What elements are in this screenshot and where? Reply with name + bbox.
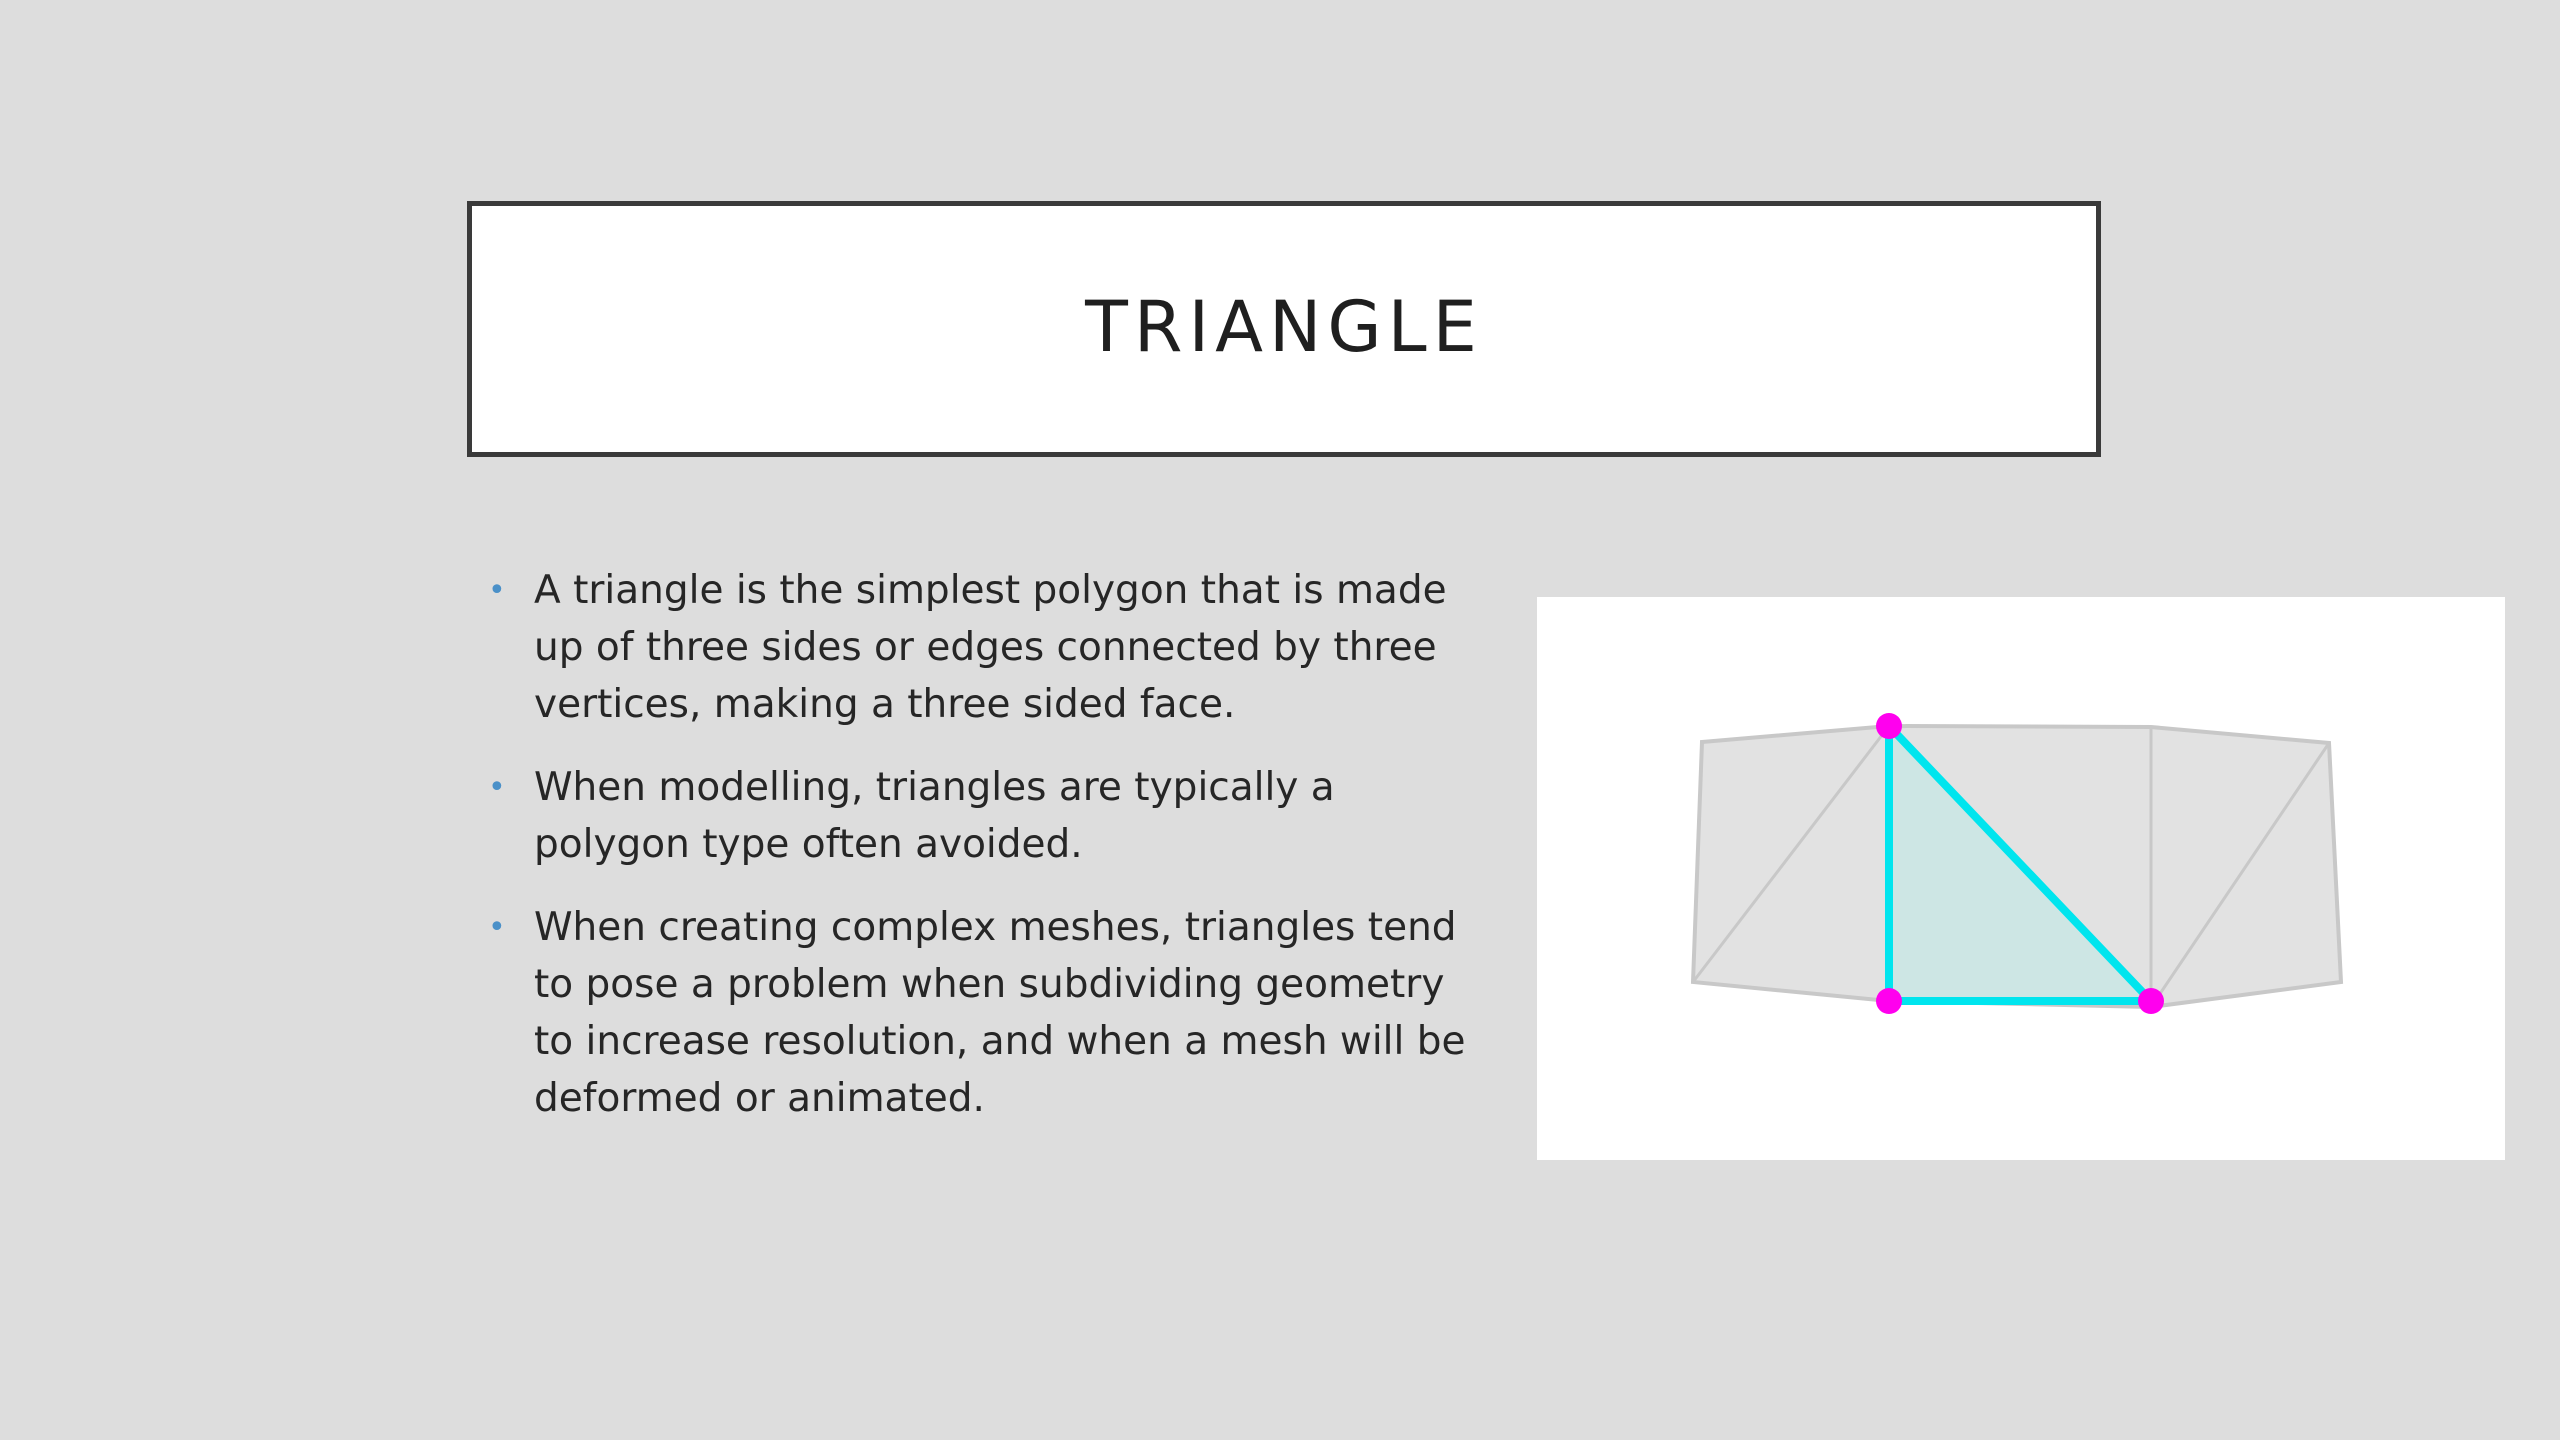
bullet-text: A triangle is the simplest polygon that is made up of three sides or edges connected by three vertices, making a three sided face. bbox=[534, 568, 1447, 727]
vertex-top bbox=[1876, 713, 1902, 739]
bullet-text: When modelling, triangles are typically a polygon type often avoided. bbox=[534, 765, 1335, 867]
vertex-bottom-left bbox=[1876, 988, 1902, 1014]
bullet-item bbox=[484, 759, 1494, 873]
mesh-diagram bbox=[1537, 597, 2505, 1160]
bullet-dot-icon: • bbox=[488, 573, 506, 608]
mesh-illustration bbox=[1537, 597, 2505, 1160]
slide-title: TRIANGLE bbox=[1085, 286, 1483, 368]
bullet-dot-icon: • bbox=[488, 910, 506, 945]
bullet-item bbox=[484, 562, 1494, 733]
title-box bbox=[467, 201, 2101, 457]
bullet-dot-icon: • bbox=[488, 770, 506, 805]
bullet-item bbox=[484, 899, 1494, 1127]
bullet-text: When creating complex meshes, triangles tend to pose a problem when subdividing geometry to increase resolution, and when a mesh will be deformed or animated. bbox=[534, 905, 1466, 1121]
vertex-bottom-right bbox=[2138, 988, 2164, 1014]
bullet-list bbox=[484, 562, 1494, 1153]
